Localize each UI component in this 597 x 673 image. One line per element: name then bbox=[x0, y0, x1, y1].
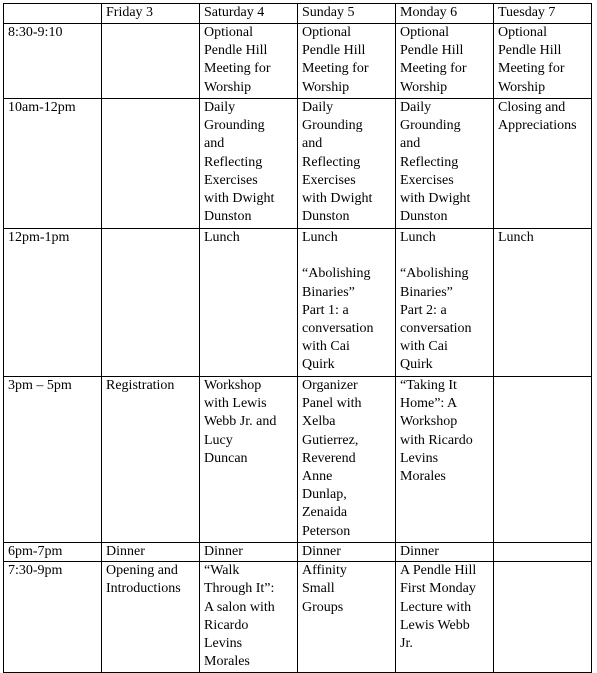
schedule-cell bbox=[102, 229, 200, 377]
schedule-cell bbox=[102, 24, 200, 99]
schedule-cell: Lunch “Abolishing Binaries” Part 2: a conversation with Cai Quirk bbox=[396, 229, 494, 377]
schedule-cell bbox=[494, 562, 592, 673]
schedule-cell: Closing and Appreciations bbox=[494, 99, 592, 229]
table-row bbox=[4, 543, 592, 562]
schedule-cell: Organizer Panel with Xelba Gutierrez, Reverend Anne Dunlap, Zenaida Peterson bbox=[298, 377, 396, 543]
schedule-cell: Lunch “Abolishing Binaries” Part 1: a conversation with Cai Quirk bbox=[298, 229, 396, 377]
time-slot-cell: 6pm-7pm bbox=[4, 543, 102, 562]
header-day-cell: Saturday 4 bbox=[200, 4, 298, 24]
schedule-cell: Optional Pendle Hill Meeting for Worship bbox=[494, 24, 592, 99]
schedule-cell: Registration bbox=[102, 377, 200, 543]
schedule-cell: Dinner bbox=[200, 543, 298, 562]
schedule-cell: Dinner bbox=[102, 543, 200, 562]
schedule-cell bbox=[494, 543, 592, 562]
table-row bbox=[4, 24, 592, 99]
schedule-cell bbox=[102, 99, 200, 229]
header-day-cell: Monday 6 bbox=[396, 4, 494, 24]
time-slot-cell: 8:30-9:10 bbox=[4, 24, 102, 99]
time-slot-cell: 7:30-9pm bbox=[4, 562, 102, 673]
schedule-cell: Dinner bbox=[298, 543, 396, 562]
table-row bbox=[4, 229, 592, 377]
schedule-cell: A Pendle Hill First Monday Lecture with Lewis Webb Jr. bbox=[396, 562, 494, 673]
schedule-cell: Workshop with Lewis Webb Jr. and Lucy Duncan bbox=[200, 377, 298, 543]
schedule-cell: Dinner bbox=[396, 543, 494, 562]
table-row bbox=[4, 562, 592, 673]
time-slot-cell: 12pm-1pm bbox=[4, 229, 102, 377]
schedule-cell: “Taking It Home”: A Workshop with Ricardo Levins Morales bbox=[396, 377, 494, 543]
schedule-cell: Lunch bbox=[200, 229, 298, 377]
schedule-cell: “Walk Through It”: A salon with Ricardo Levins Morales bbox=[200, 562, 298, 673]
time-slot-cell: 10am-12pm bbox=[4, 99, 102, 229]
schedule-cell: Optional Pendle Hill Meeting for Worship bbox=[396, 24, 494, 99]
schedule-table bbox=[3, 3, 592, 673]
schedule-cell: Lunch bbox=[494, 229, 592, 377]
header-row bbox=[4, 4, 592, 24]
header-day-cell: Tuesday 7 bbox=[494, 4, 592, 24]
table-row bbox=[4, 99, 592, 229]
header-corner-cell bbox=[4, 4, 102, 24]
time-slot-cell: 3pm – 5pm bbox=[4, 377, 102, 543]
schedule-cell bbox=[494, 377, 592, 543]
schedule-cell: Affinity Small Groups bbox=[298, 562, 396, 673]
header-day-cell: Friday 3 bbox=[102, 4, 200, 24]
schedule-cell: Daily Grounding and Reflecting Exercises with Dwight Dunston bbox=[200, 99, 298, 229]
schedule-cell: Daily Grounding and Reflecting Exercises with Dwight Dunston bbox=[298, 99, 396, 229]
schedule-cell: Optional Pendle Hill Meeting for Worship bbox=[200, 24, 298, 99]
schedule-cell: Daily Grounding and Reflecting Exercises with Dwight Dunston bbox=[396, 99, 494, 229]
table-row bbox=[4, 377, 592, 543]
schedule-cell: Opening and Introductions bbox=[102, 562, 200, 673]
header-day-cell: Sunday 5 bbox=[298, 4, 396, 24]
schedule-cell: Optional Pendle Hill Meeting for Worship bbox=[298, 24, 396, 99]
